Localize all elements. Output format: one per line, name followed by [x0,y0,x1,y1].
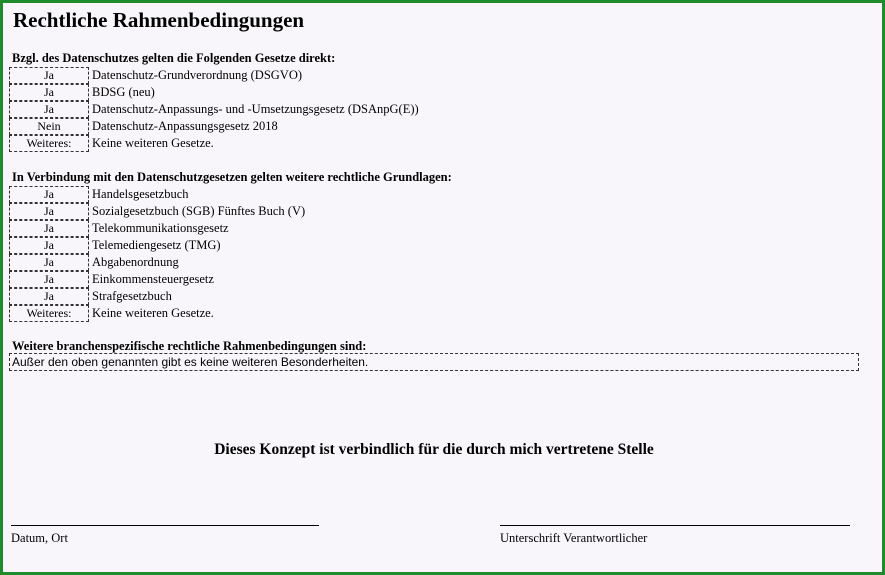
binding-statement: Dieses Konzept ist verbindlich für die durch mich vertretene Stelle [214,441,654,458]
status-field[interactable]: Ja [9,84,89,101]
law-label: Datenschutz-Grundverordnung (DSGVO) [92,68,303,82]
law-label: Abgabenordnung [92,255,179,269]
date-place-line [11,525,319,526]
page-title: Rechtliche Rahmenbedingungen [13,8,305,32]
status-field[interactable]: Ja [9,203,89,220]
signature-line [500,525,850,526]
section1-heading: Bzgl. des Datenschutzes gelten die Folgenden Gesetze direkt: [12,51,336,65]
section2-heading: In Verbindung mit den Datenschutzgesetzen gelten weitere rechtliche Grundlagen: [12,170,452,184]
law-label: Datenschutz-Anpassungs- und -Umsetzungsgesetz (DSAnpG(E)) [92,102,419,116]
status-field[interactable]: Weiteres: [9,305,89,322]
law-label: Telemediengesetz (TMG) [92,238,221,252]
law-label: Keine weiteren Gesetze. [92,136,214,150]
status-field[interactable]: Ja [9,186,89,203]
status-field[interactable]: Nein [9,118,89,135]
section3-heading: Weitere branchenspezifische rechtliche Rahmenbedingungen sind: [12,339,367,353]
status-field[interactable]: Ja [9,237,89,254]
law-label: Keine weiteren Gesetze. [92,306,214,320]
status-field[interactable]: Ja [9,271,89,288]
status-field[interactable]: Ja [9,254,89,271]
law-label: Telekommunikationsgesetz [92,221,229,235]
law-label: Datenschutz-Anpassungsgesetz 2018 [92,119,278,133]
status-field[interactable]: Ja [9,101,89,118]
date-place-label: Datum, Ort [11,531,68,545]
law-label: Strafgesetzbuch [92,289,172,303]
law-label: Sozialgesetzbuch (SGB) Fünftes Buch (V) [92,204,306,218]
status-field[interactable]: Ja [9,220,89,237]
industry-notes-field[interactable]: Außer den oben genannten gibt es keine weiteren Besonderheiten. [9,353,859,371]
status-field[interactable]: Weiteres: [9,135,89,152]
status-field[interactable]: Ja [9,288,89,305]
law-label: Einkommensteuergesetz [92,272,214,286]
law-label: Handelsgesetzbuch [92,187,189,201]
status-field[interactable]: Ja [9,67,89,84]
signature-label: Unterschrift Verantwortlicher [500,531,648,545]
law-label: BDSG (neu) [92,85,155,99]
